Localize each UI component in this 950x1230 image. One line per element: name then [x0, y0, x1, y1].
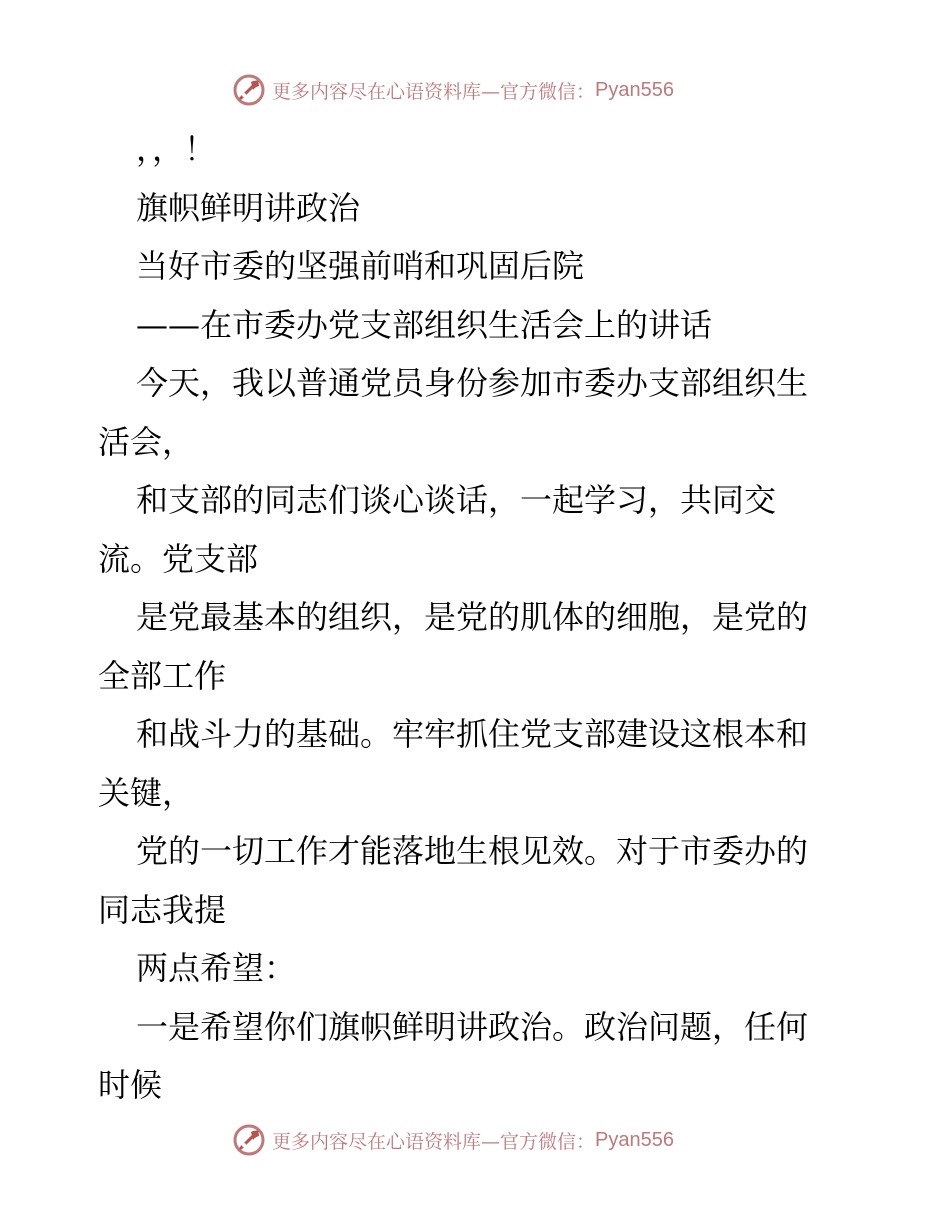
text-line: 是党最基本的组织，是党的肌体的细胞，是党的 — [136, 598, 809, 636]
header-watermark — [232, 72, 674, 108]
watermark-handle: Pyan556 — [595, 78, 674, 101]
text-line: 流。党支部 — [98, 539, 259, 578]
text-line: 和支部的同志们谈心谈话，一起学习，共同交 — [136, 481, 777, 519]
document-body — [98, 120, 858, 1115]
text-line: 两点希望： — [136, 949, 297, 987]
text-line: 当好市委的坚强前哨和巩固后院 — [136, 247, 585, 285]
text-line: ——在市委办党支部组织生活会上的讲话 — [136, 305, 713, 344]
quill-logo-icon — [232, 73, 266, 107]
text-line: 活会， — [98, 422, 195, 461]
text-line: 一是希望你们旗帜鲜明讲政治。政治问题，任何 — [136, 1007, 809, 1046]
text-line: 同志我提 — [98, 890, 227, 929]
text-line: 今天，我以普通党员身份参加市委办支部组织生 — [136, 364, 809, 402]
text-line: 旗帜鲜明讲政治 — [136, 188, 361, 227]
text-line: ，，！ — [136, 130, 217, 168]
text-line: 全部工作 — [98, 656, 227, 695]
watermark-handle: Pyan556 — [595, 1128, 674, 1151]
quill-logo-icon — [232, 1123, 266, 1157]
text-line: 关键， — [98, 773, 195, 812]
text-line: 时候 — [98, 1066, 163, 1104]
text-line: 和战斗力的基础。牢牢抓住党支部建设这根本和 — [136, 715, 809, 753]
footer-watermark — [232, 1122, 674, 1158]
watermark-text: 更多内容尽在心语资料库—官方微信： — [272, 80, 596, 103]
watermark-text: 更多内容尽在心语资料库—官方微信： — [272, 1130, 596, 1153]
text-line: 党的一切工作才能落地生根见效。对于市委办的 — [136, 832, 809, 870]
